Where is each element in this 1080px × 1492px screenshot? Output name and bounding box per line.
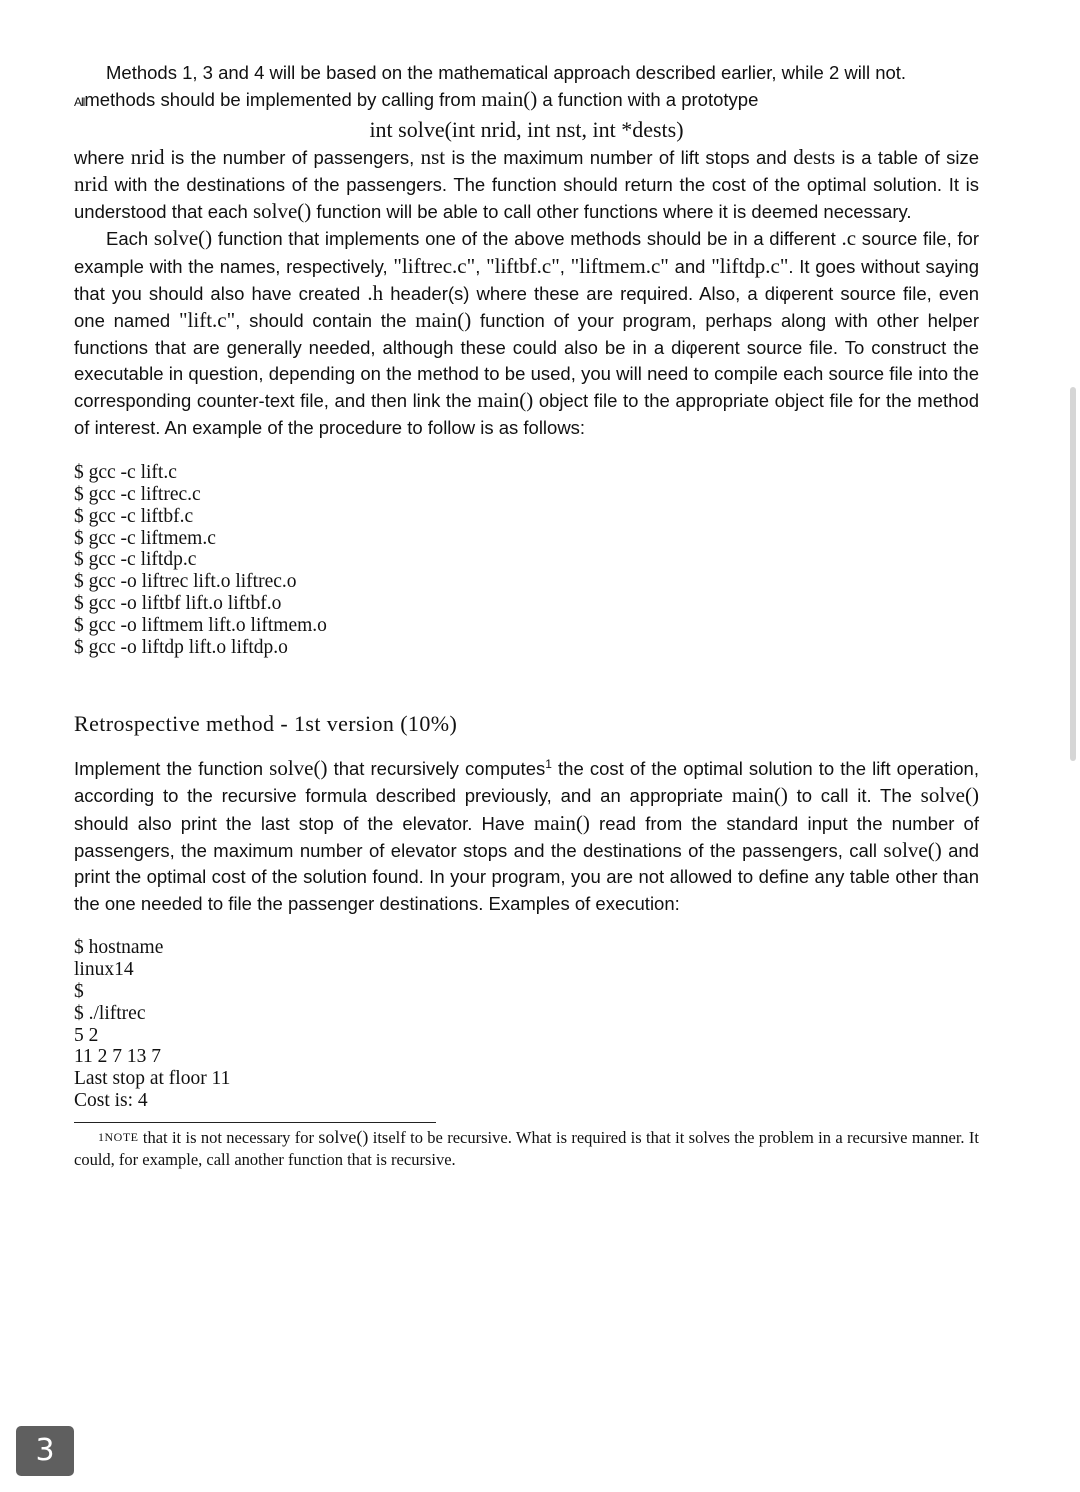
code-ref: solve() xyxy=(153,226,213,251)
intro-paragraph-2 xyxy=(74,86,979,115)
text: Methods 1, 3 and 4 will be based on the mathematical approach described earlier, while 2 will not. xyxy=(106,62,907,83)
code-line: Cost is: 4 xyxy=(74,1090,148,1112)
code-ref: nrid xyxy=(130,144,165,169)
code-line: $ gcc -c liftbf.c xyxy=(74,505,194,527)
text: header(s) where these are required. Also, a diφerent source file, even one named xyxy=(74,283,979,332)
text: is a table of size xyxy=(835,146,980,168)
text: where xyxy=(74,146,131,168)
code-ref: "liftdp.c" xyxy=(711,253,789,278)
code-ref: solve() xyxy=(318,1127,369,1148)
code-ref: dests xyxy=(793,144,836,169)
section-heading: Retrospective method - 1st version (10%) xyxy=(74,711,458,737)
code-line: $ gcc -c lift.c xyxy=(74,461,177,483)
compile-commands-block xyxy=(74,462,979,659)
text: with the destinations of the passengers. The function should return the cost of the optimal solution. It is understood that each xyxy=(74,173,979,223)
code-ref: "liftmem.c" xyxy=(570,253,669,278)
text: and print the optimal cost of the solution found. In your program, you are not allowed to define any table other than the one needed to file the passenger destinations. Examples of execution: xyxy=(74,840,979,914)
code-line: $ hostname xyxy=(74,936,164,958)
text: function that implements one of the above methods should be in a different xyxy=(212,228,842,250)
code-ref: .h xyxy=(367,281,384,306)
code-line: $ xyxy=(74,980,84,1002)
footnote-mark: 1NOTE xyxy=(98,1130,139,1145)
text: object file to the appropriate object file for the method of interest. An example of the procedure to follow is as follows: xyxy=(74,390,979,438)
text: itself to be recursive. What is required is that it solves the problem in a recursive manner. It could, for example, call another function that is recursive. xyxy=(74,1128,979,1170)
execution-example-block xyxy=(74,937,979,1112)
code-line: linux14 xyxy=(74,958,134,980)
document-page xyxy=(74,60,979,1171)
text: to call it. The xyxy=(787,785,921,807)
code-line: $ gcc -o liftmem lift.o liftmem.o xyxy=(74,615,327,637)
code-line: $ gcc -c liftmem.c xyxy=(74,527,216,549)
text: the cost of the optimal solution to the lift operation, according to the recursive formula described previously, and an appropriate xyxy=(74,758,979,807)
code-ref: nrid xyxy=(74,171,108,196)
code-ref: solve() xyxy=(269,756,328,781)
text: is the number of passengers, xyxy=(164,146,421,168)
intro-paragraph-4 xyxy=(74,225,979,440)
text: methods should be implemented by calling from xyxy=(84,89,482,111)
code-line: 11 2 7 13 7 xyxy=(74,1046,162,1068)
code-ref: solve() xyxy=(252,199,312,224)
text: source file, for example with the names, respectively, xyxy=(74,228,979,277)
intro-paragraph-3 xyxy=(74,144,979,226)
code-line: $ gcc -o liftbf lift.o liftbf.o xyxy=(74,593,282,615)
code-ref: nst xyxy=(420,144,446,169)
code-ref: "liftrec.c" xyxy=(393,253,476,278)
code-ref: main() xyxy=(731,783,788,808)
text: , xyxy=(559,255,571,277)
text: . It goes without saying that you should also have created xyxy=(74,255,979,305)
code-ref: "liftbf.c" xyxy=(486,253,560,278)
code-line: $ ./liftrec xyxy=(74,1002,146,1024)
text: function of your program, perhaps along with other helper functions that are generally needed, although these could also be in a diφerent source file. To construct the executable in question, depending on the method to be used, you will need to compile each source file into the corresponding counter-text file, and then link the xyxy=(74,310,979,412)
code-line: 5 2 xyxy=(74,1024,99,1046)
code-ref: .c xyxy=(841,226,857,251)
text: is the maximum number of lift stops and xyxy=(445,146,794,168)
text: that it is not necessary for xyxy=(138,1128,319,1148)
footnote-divider xyxy=(74,1122,436,1123)
code-ref: main() xyxy=(481,87,538,112)
page-number-badge: 3 xyxy=(16,1426,74,1476)
code-line: Last stop at floor 11 xyxy=(74,1068,231,1090)
text: that recursively computes xyxy=(327,758,546,780)
text: a function with a prototype xyxy=(537,89,759,111)
code-ref: solve() xyxy=(883,838,942,863)
code-line: $ gcc -o liftrec lift.o liftrec.o xyxy=(74,571,297,593)
section-paragraph xyxy=(74,751,979,917)
text: and xyxy=(668,255,712,277)
scrollbar[interactable] xyxy=(1070,387,1076,761)
code-ref: main() xyxy=(477,388,534,413)
text: function will be able to call other functions where it is deemed necessary. xyxy=(311,201,912,223)
code-line: $ gcc -c liftdp.c xyxy=(74,549,197,571)
text: Each xyxy=(106,228,154,250)
text: , should contain the xyxy=(235,310,416,332)
code-ref: main() xyxy=(533,810,590,835)
code-line: $ gcc -o liftdp lift.o liftdp.o xyxy=(74,637,288,659)
code-ref: "lift.c" xyxy=(178,308,236,333)
text: All xyxy=(74,95,85,110)
intro-paragraph-1 xyxy=(74,60,979,86)
code-ref: solve() xyxy=(920,783,979,808)
text: , xyxy=(475,255,487,277)
footnote-ref: 1 xyxy=(545,757,552,772)
text: read from the standard input the number of passengers, the maximum number of elevator stops and the destinations of the passengers, call xyxy=(74,812,979,862)
text: Implement the function xyxy=(74,758,270,780)
function-prototype: int solve(int nrid, int nst, int *dests) xyxy=(369,116,684,142)
footnote xyxy=(74,1126,979,1171)
code-line: $ gcc -c liftrec.c xyxy=(74,483,201,505)
text: should also print the last stop of the elevator. Have xyxy=(74,812,534,834)
code-ref: main() xyxy=(415,308,472,333)
